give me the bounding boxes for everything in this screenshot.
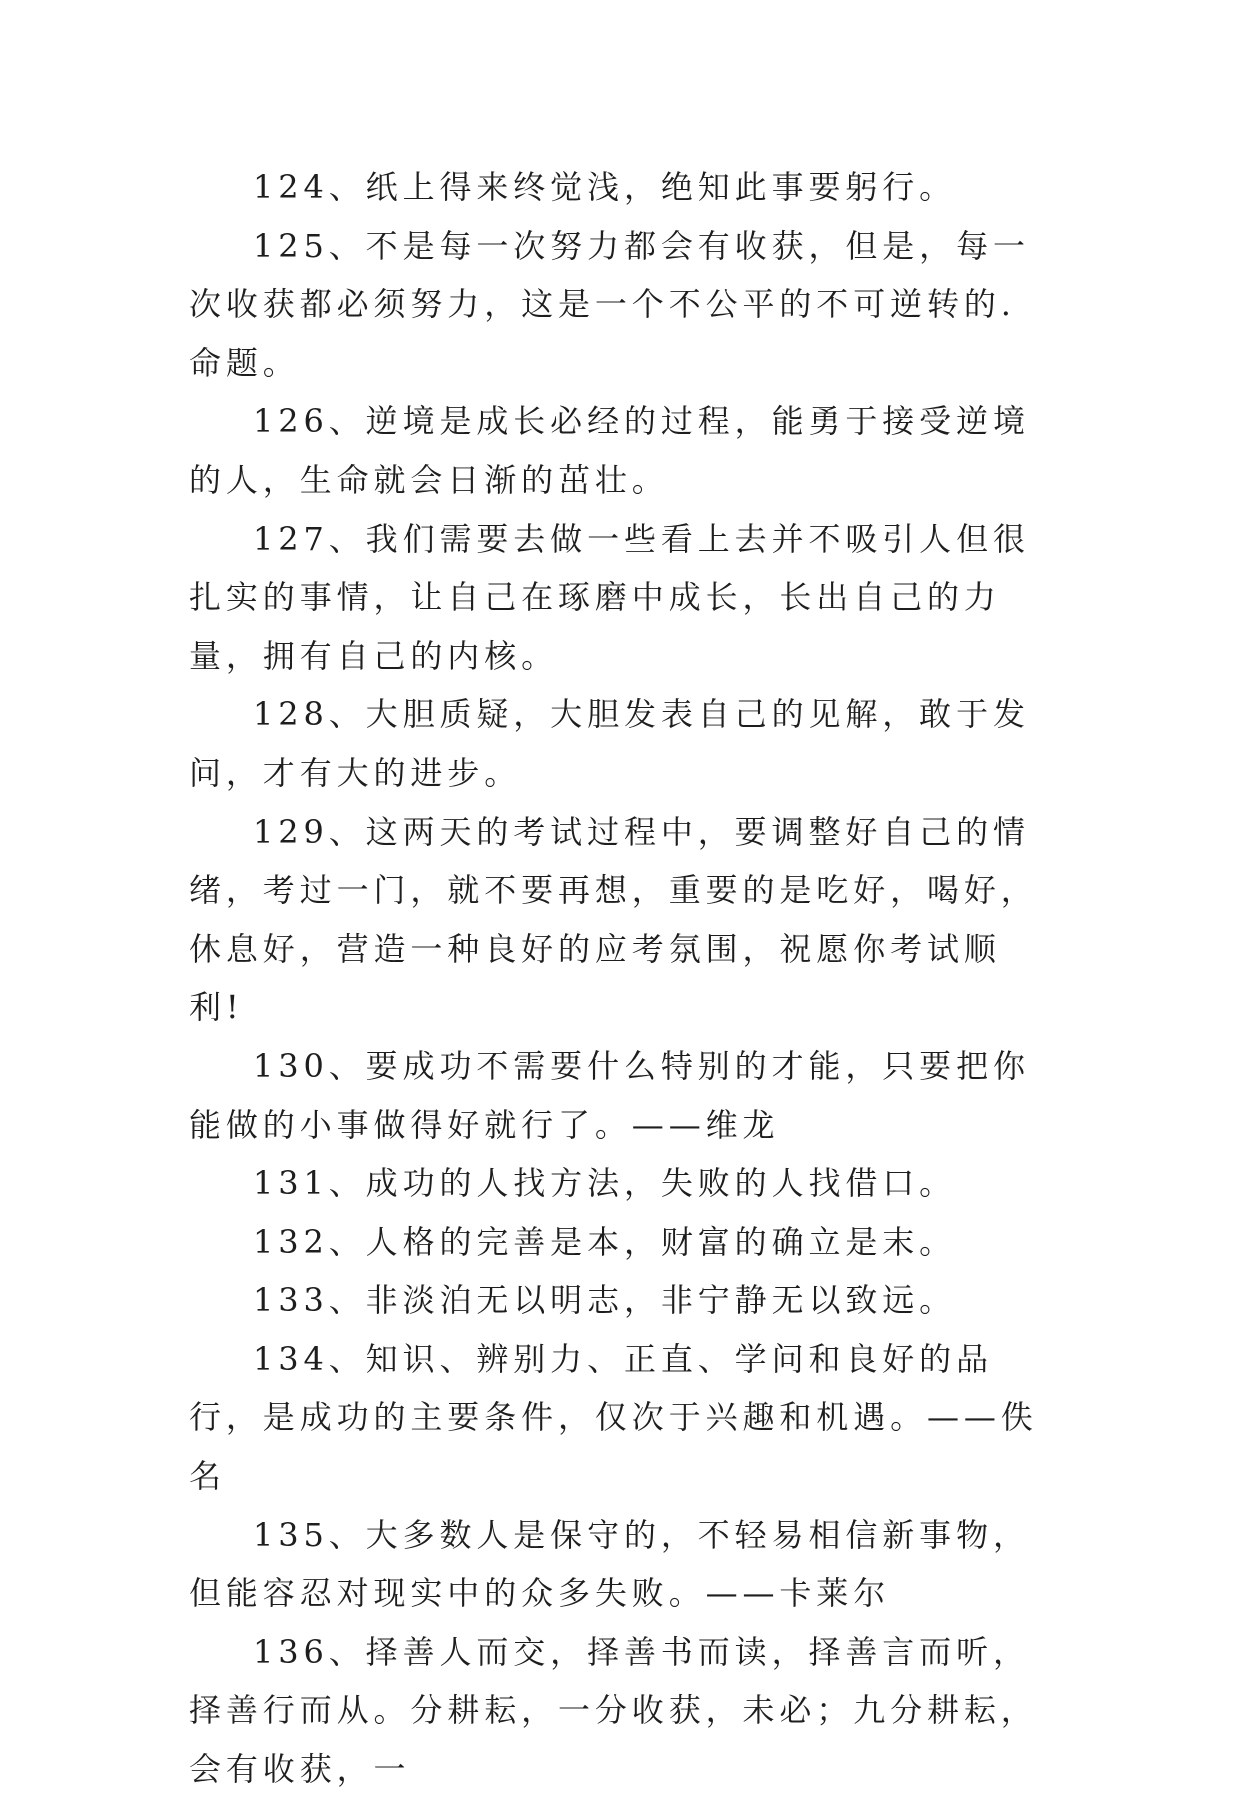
paragraph-131: 131、成功的人找方法，失败的人找借口。 <box>253 1164 957 1203</box>
paragraph-124: 124、纸上得来终觉浅，绝知此事要躬行。 <box>253 168 957 206</box>
paragraph-128: 128、大胆质疑，大胆发表自己的见解，敢于发问，才有大的进步。 <box>189 695 1030 792</box>
paragraph-125: 125、不是每一次努力都会有收获，但是，每一次收获都必须努力，这是一个不公平的不可逆转的.命题。 <box>189 226 1030 382</box>
paragraph-127: 127、我们需要去做一些看上去并不吸引人但很扎实的事情，让自己在琢磨中成长，长出自己的力量，拥有自己的内核。 <box>189 519 1030 675</box>
paragraph-126: 126、逆境是成长必经的过程，能勇于接受逆境的人，生命就会日渐的茁壮。 <box>189 402 1030 499</box>
paragraph-135: 135、大多数人是保守的，不轻易相信新事物，但能容忍对现实中的众多失败。——卡莱尔 <box>189 1515 1030 1613</box>
paragraph-130: 130、要成功不需要什么特别的才能，只要把你能做的小事做得好就行了。——维龙 <box>189 1046 1030 1144</box>
paragraph-134: 134、知识、辨别力、正直、学问和良好的品行，是成功的主要条件，仅次于兴趣和机遇。——佚名 <box>189 1339 1038 1496</box>
paragraph-136: 136、择善人而交，择善书而读，择善言而听，择善行而从。分耕耘，一分收获，未必；九分耕耘，会有收获，一 <box>189 1632 1038 1789</box>
paragraph-129: 129、这两天的考试过程中，要调整好自己的情绪，考过一门，就不要再想，重要的是吃好，喝好，休息好，营造一种良好的应考氛围，祝愿你考试顺利! <box>189 812 1038 1027</box>
paragraph-133: 133、非淡泊无以明志，非宁静无以致远。 <box>253 1281 957 1320</box>
document-body <box>189 158 1049 1799</box>
paragraph-132: 132、人格的完善是本，财富的确立是末。 <box>253 1222 957 1261</box>
